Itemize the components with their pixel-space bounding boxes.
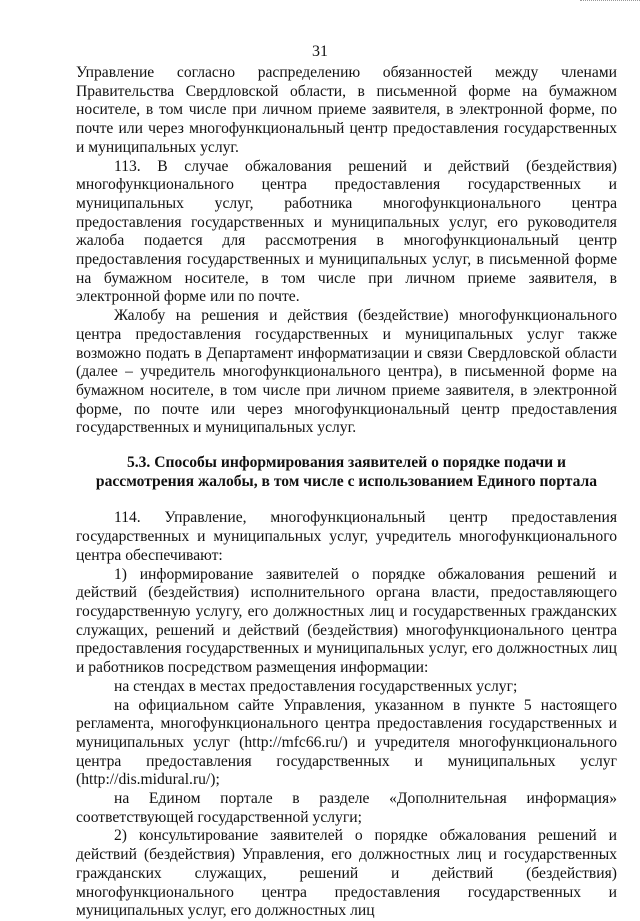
- section-heading-5-3: 5.3. Способы информирования заявителей о порядке подачи и рассмотрения жалобы, в том числе с использованием Единого портала: [95, 454, 598, 490]
- paragraph-113: 113. В случае обжалования решений и действий (бездействия) многофункционального центра предоставления государственных и муниципальных услуг, работника многофункционального центра предоставления государственных и муниципальных услуг, его руководителя жалоба подается для рассмотрения в многофункциональный центр предоставления государственных и муниципальных услуг, в письменной форме на бумажном носителе, в том числе при личном приеме заявителя, в электронной форме или по почте.: [76, 157, 617, 306]
- paragraph-113-complaint-to-founder: Жалобу на решения и действия (бездействие) многофункционального центра предоставления государственных и муниципальных услуг также возможно подать в Департамент информатизации и связи Свердловской области (далее – учредитель многофункционального центра), в письменной форме на бумажном носителе, в том числе при личном приеме заявителя, в электронной форме, по почте или через многофункциональный центр предоставления государственных и муниципальных услуг.: [76, 307, 617, 437]
- paragraph-114-item-2: 2) консультирование заявителей о порядке обжалования решений и действий (бездействия) Управления, его должностных лиц и государственных гражданских служащих, решений и действий (бездействия) многофункционального центра предоставления государственных и муниципальных услуг, его должностных лиц: [76, 827, 617, 920]
- paragraph-114: 114. Управление, многофункциональный центр предоставления государственных и муниципальных услуг, учредитель многофункционального центра обеспечивают:: [76, 509, 617, 564]
- paragraph-114-item-1-websites: на официальном сайте Управления, указанном в пункте 5 настоящего регламента, многофункционального центра предоставления государственных и муниципальных услуг (http://mfc66.ru/) и учредителя многофункционального центра предоставления государственных и муниципальных услуг (http://dis.midural.ru/);: [76, 696, 617, 789]
- paragraph-114-item-1: 1) информирование заявителей о порядке обжалования решений и действий (бездействия) исполнительного органа власти, предоставляющего государственную услугу, его должностных лиц и государственных гражданских служащих, решений и действий (бездействия) многофункционального центра предоставления государственных и муниципальных услуг, его должностных лиц и работников посредством размещения информации:: [76, 565, 617, 677]
- paragraph-114-item-1-stands: на стендах в местах предоставления государственных услуг;: [114, 677, 518, 695]
- paragraph-114-item-1-portal: на Едином портале в разделе «Дополнительная информация» соответствующей государственной услуги;: [76, 790, 617, 826]
- scan-edge-mark: [580, 0, 640, 4]
- paragraph-112-continuation: Управление согласно распределению обязанностей между членами Правительства Свердловской области, в письменной форме на бумажном носителе, в том числе при личном приеме заявителя, в электронной форме, по почте или через многофункциональный центр предоставления государственных и муниципальных услуг.: [76, 64, 617, 156]
- page-number: 31: [312, 43, 328, 60]
- page-body: [76, 64, 617, 921]
